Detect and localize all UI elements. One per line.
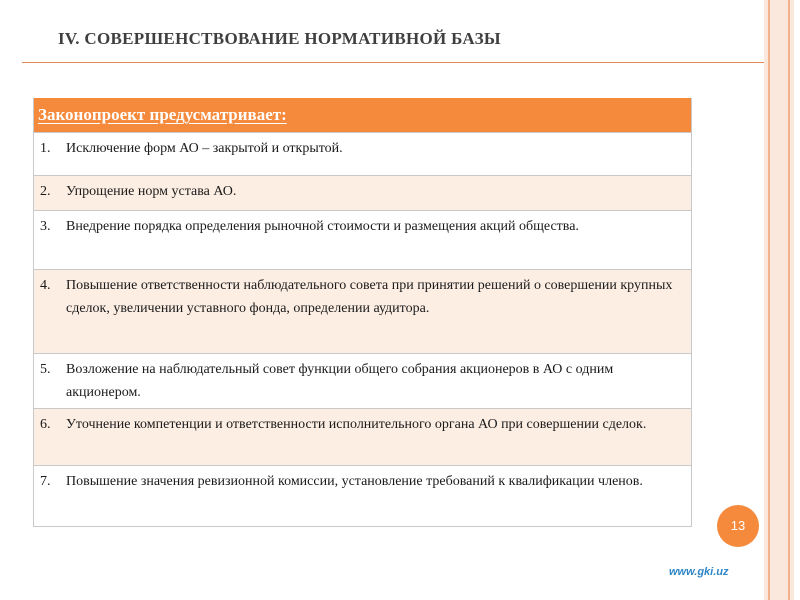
table-row [34, 210, 691, 269]
decorative-line-right [788, 0, 790, 600]
row-number: 2. [40, 184, 51, 199]
row-text: Повышение ответственности наблюдательного совета при принятии решений о совершении крупных сделок, увеличении уставного фонда, определении аудитора. [66, 278, 673, 316]
table-row [34, 465, 691, 526]
table-row [34, 132, 691, 175]
row-text: Уточнение компетенции и ответственности исполнительного органа АО при совершении сделок. [66, 417, 647, 432]
footer-url[interactable]: www.gki.uz [669, 566, 729, 578]
row-number: 1. [40, 141, 51, 156]
table-row [34, 269, 691, 353]
table-row [34, 175, 691, 210]
title-divider [22, 62, 764, 63]
table-row [34, 353, 691, 408]
row-number: 3. [40, 219, 51, 234]
row-number: 7. [40, 474, 51, 489]
row-number: 6. [40, 417, 51, 432]
row-text: Повышение значения ревизионной комиссии, установление требований к квалификации членов. [66, 474, 643, 489]
row-text: Внедрение порядка определения рыночной стоимости и размещения акций общества. [66, 219, 579, 234]
table-header: Законопроект предусматривает: [34, 98, 691, 132]
row-number: 4. [40, 278, 51, 293]
slide-title: IV. СОВЕРШЕНСТВОВАНИЕ НОРМАТИВНОЙ БАЗЫ [58, 29, 501, 48]
decorative-line-left [768, 0, 770, 600]
row-text: Исключение форм АО – закрытой и открытой. [66, 141, 343, 156]
table-row [34, 408, 691, 465]
page-number-badge: 13 [717, 505, 759, 547]
row-text: Упрощение норм устава АО. [66, 184, 237, 199]
row-number: 5. [40, 362, 51, 377]
row-text: Возложение на наблюдательный совет функции общего собрания акционеров в АО с одним акционером. [66, 362, 614, 400]
provisions-table [33, 98, 692, 527]
